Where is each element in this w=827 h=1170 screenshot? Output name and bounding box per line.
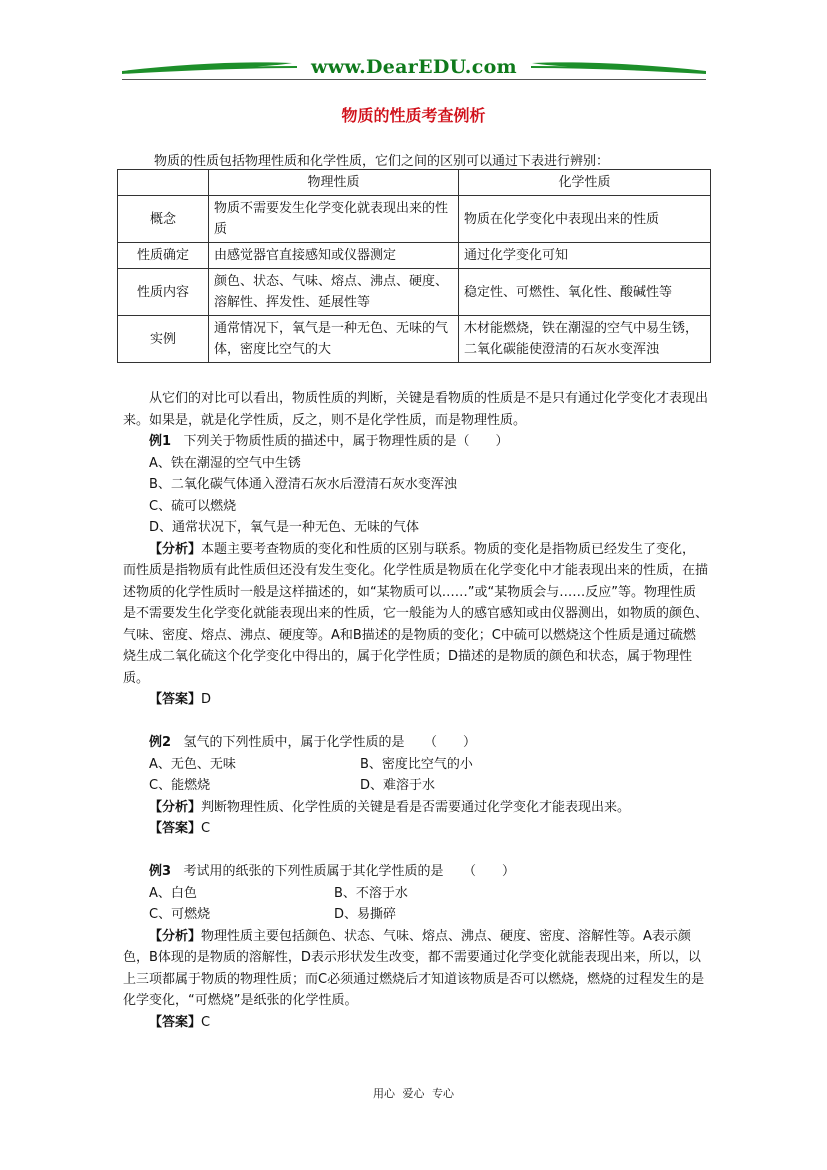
- table-header-cell: 物理性质: [209, 170, 459, 196]
- analysis-label: 【分析】: [149, 541, 202, 557]
- row-label: 性质内容: [118, 269, 209, 316]
- answer-label: 【答案】: [149, 1014, 202, 1030]
- option-row: [123, 775, 708, 797]
- option-row: [123, 754, 708, 776]
- physical-cell: 通常情况下，氧气是一种无色、无味的气体，密度比空气的大: [209, 316, 459, 363]
- analysis-text: 判断物理性质、化学性质的关键是看是否需要通过化学变化才能表现出来。: [201, 799, 631, 815]
- row-label: 实例: [118, 316, 209, 363]
- table-header-cell: [118, 170, 209, 196]
- chemical-cell: 通过化学变化可知: [459, 243, 711, 269]
- example3-question: [123, 861, 708, 883]
- answer-text: D: [201, 692, 212, 707]
- page-footer: 用心 爱心 专心: [373, 1087, 454, 1100]
- answer-label: 【答案】: [149, 821, 202, 836]
- example-label: 例1: [149, 434, 172, 449]
- chemical-cell: 木材能燃烧，铁在潮湿的空气中易生锈，二氧化碳能使澄清的石灰水变浑浊: [459, 316, 711, 363]
- option: B、不溶于水: [334, 885, 408, 901]
- example2-question: [123, 732, 708, 754]
- option: C、硫可以燃烧: [149, 498, 237, 514]
- table-header-row: [118, 170, 711, 196]
- analysis-label: 【分析】: [149, 928, 202, 944]
- table-header-cell: 化学性质: [459, 170, 711, 196]
- option: D、难溶于水: [360, 778, 436, 793]
- option: A、铁在潮湿的空气中生锈: [149, 455, 301, 471]
- header-divider: [122, 79, 706, 80]
- table-row: [118, 196, 711, 243]
- option: D、易撕碎: [334, 907, 397, 922]
- physical-cell: 物质不需要发生化学变化就表现出来的性质: [209, 196, 459, 243]
- analysis-label: 【分析】: [149, 799, 202, 815]
- option: A、无色、无味: [149, 756, 236, 772]
- option: C、能燃烧: [149, 778, 211, 793]
- table-row: [118, 243, 711, 269]
- example-label: 例2: [149, 735, 172, 750]
- option: A、白色: [149, 885, 197, 901]
- option-row: [123, 904, 708, 926]
- option: B、密度比空气的小: [360, 756, 473, 772]
- option-row: [123, 883, 708, 905]
- physical-cell: 颜色、状态、气味、熔点、沸点、硬度、溶解性、挥发性、延展性等: [209, 269, 459, 316]
- chemical-cell: 稳定性、可燃性、氧化性、酸碱性等: [459, 269, 711, 316]
- example3-answer: [123, 1012, 708, 1034]
- example2-analysis: [123, 797, 708, 819]
- option: D、通常状况下，氧气是一种无色、无味的气体: [149, 520, 420, 535]
- chemical-cell: 物质在化学变化中表现出来的性质: [459, 196, 711, 243]
- question-text: 下列关于物质性质的描述中，属于物理性质的是（ ）: [183, 434, 509, 449]
- table-row: [118, 269, 711, 316]
- example2-answer: [123, 818, 708, 840]
- example1-analysis: [123, 539, 708, 690]
- site-banner: [122, 52, 706, 82]
- question-text: 氢气的下列性质中，属于化学性质的是 （ ）: [183, 735, 476, 750]
- answer-text: C: [201, 1014, 211, 1030]
- intro-text: 物质的性质包括物理性质和化学性质，它们之间的区别可以通过下表进行辨别：: [154, 154, 610, 169]
- option: C、可燃烧: [149, 907, 211, 922]
- table-row: [118, 316, 711, 363]
- page-title: 物质的性质考查例析: [341, 106, 486, 125]
- site-url: www.DearEDU.com: [311, 56, 517, 78]
- example1-answer: [123, 689, 708, 711]
- row-label: 性质确定: [118, 243, 209, 269]
- example3-analysis: [123, 926, 708, 1012]
- analysis-text: 本题主要考查物质的变化和性质的区别与联系。物质的变化是指物质已经发生了变化，而性质是指物质有此性质但还没有发生变化。化学性质是物质在化学变化中才能表现出来的性质，在描述物质的化学性质时一般是这样描述的，如“某物质可以……”或“某物质会与……反应”等。物理性质是不需要发生化学变化就能表现出来的性质，它一般能为人的感官感知或由仪器测出，如物质的颜色、气味、密度、熔点、沸点、硬度等。A和B描述的是物质的变化；C中硫可以燃烧这个性质是通过硫燃烧生成二氧化硫这个化学变化中得出的，属于化学性质；D描述的是物质的颜色和状态，属于物理性质。: [123, 541, 709, 686]
- example1-question: [123, 431, 708, 453]
- analysis-text: 物理性质主要包括颜色、状态、气味、熔点、沸点、硬度、密度、溶解性等。A表示颜色，B体现的是物质的溶解性，D表示形状发生改变，都不需要通过化学变化就能表现出来，所以，以上三项都属于物质的物理性质；而C必须通过燃烧后才知道该物质是否可以燃烧，燃烧的过程发生的是化学变化，“可燃烧”是纸张的化学性质。: [123, 928, 705, 1008]
- row-label: 概念: [118, 196, 209, 243]
- answer-label: 【答案】: [149, 692, 202, 707]
- main-body: [123, 388, 708, 1033]
- physical-cell: 由感觉器官直接感知或仪器测定: [209, 243, 459, 269]
- answer-text: C: [201, 821, 211, 836]
- summary-paragraph: 从它们的对比可以看出，物质性质的判断，关键是看物质的性质是不是只有通过化学变化才表现出来。如果是，就是化学性质，反之，则不是化学性质，而是物理性质。: [123, 391, 709, 428]
- option: B、二氧化碳气体通入澄清石灰水后澄清石灰水变浑浊: [149, 477, 457, 492]
- question-text: 考试用的纸张的下列性质属于其化学性质的是 （ ）: [183, 864, 515, 879]
- example-label: 例3: [149, 864, 172, 879]
- properties-table: [117, 169, 711, 363]
